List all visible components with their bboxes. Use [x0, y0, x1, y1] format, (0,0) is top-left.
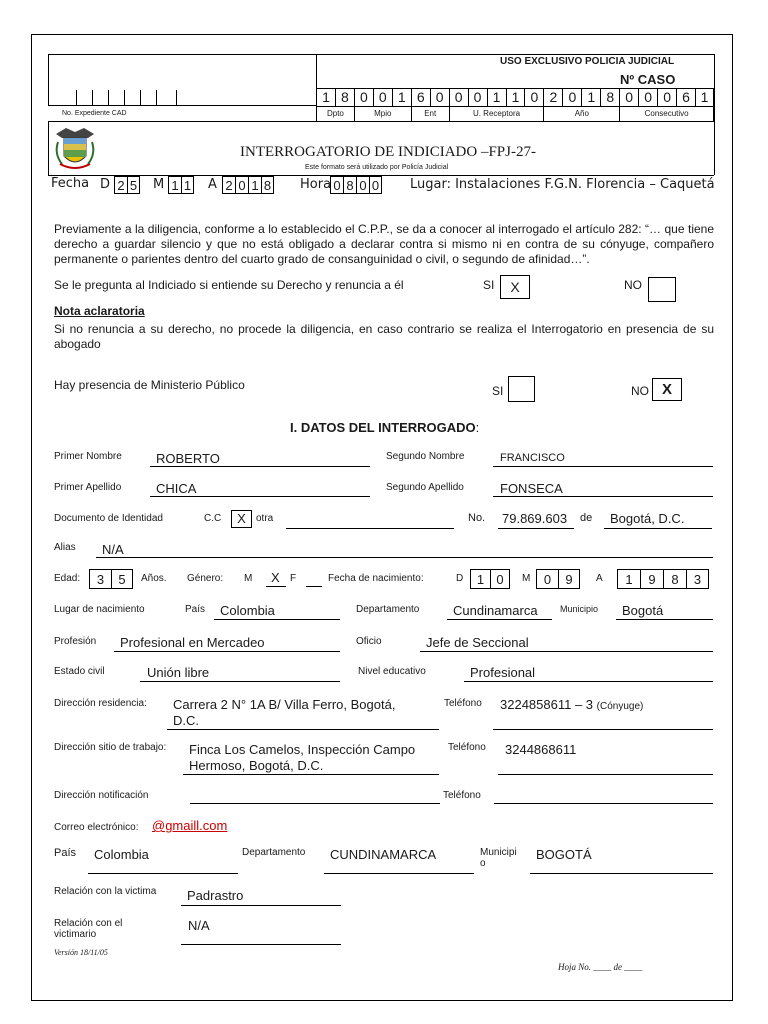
dir-trab-line2[interactable]: Hermoso, Bogotá, D.C.	[189, 758, 324, 773]
nac-month-cell: 9	[558, 569, 580, 589]
renuncia-si-label: SI	[483, 278, 495, 292]
case-digit-cell: 0	[619, 89, 638, 106]
pais2-value[interactable]: Colombia	[94, 847, 149, 862]
nac-m-label: M	[522, 573, 531, 584]
municipio2-value[interactable]: BOGOTÁ	[536, 847, 592, 862]
fecha-year-cell: 1	[248, 176, 261, 194]
lugar-nac-label: Lugar de nacimiento	[54, 604, 145, 615]
municipio2-label: Municipi o	[480, 847, 517, 869]
nac-a-label: A	[596, 573, 603, 584]
intro-paragraph: Previamente a la diligencia, conforme a lo establecido el C.P.P., se da a conocer al interrogado el artículo 282: “… que tiene derecho a guardar silencio y que no está obligado a declarar contra si mismo ni en contra de su cónyuge, compañero permanente o parientes dentro del cuarto grado de consanguinidad o civil, o segundo de afinidad…”.	[54, 222, 714, 266]
documento-de-label: de	[580, 512, 593, 524]
dir-trab-label: Dirección sitio de trabajo:	[54, 742, 167, 753]
renuncia-no-checkbox[interactable]	[648, 277, 676, 302]
hora-cell: 0	[369, 176, 382, 194]
municipio-nac-value[interactable]: Bogotá	[622, 603, 664, 618]
nac-month-cell: 0	[536, 569, 558, 589]
genero-m-label: M	[244, 573, 253, 584]
hora-cell: 8	[343, 176, 356, 194]
genero-f-label: F	[290, 573, 297, 584]
edad-cell: 3	[89, 569, 111, 589]
oficio-value[interactable]: Jefe de Seccional	[426, 635, 529, 650]
case-digit-cell: 8	[335, 89, 354, 106]
oficio-label: Oficio	[356, 636, 382, 647]
ministerio-no-checkbox[interactable]: X	[652, 378, 682, 401]
nota-title: Nota aclaratoria	[54, 304, 145, 318]
case-digit-cell: 1	[506, 89, 525, 106]
tel-trab-label: Teléfono	[448, 742, 486, 753]
case-column-label: Ent	[411, 107, 449, 121]
relacion-label: Relación con la victima	[54, 886, 157, 897]
no-caso-label: Nº CASO	[620, 72, 676, 87]
edad-cell: 5	[111, 569, 133, 589]
ministerio-text: Hay presencia de Ministerio Público	[54, 378, 245, 392]
nac-year-cell: 8	[663, 569, 686, 589]
relacion-vic-label: Relación con el victimario	[54, 918, 123, 940]
municipio-label: Municipio	[560, 604, 599, 614]
cc-checkbox[interactable]: X	[231, 510, 252, 528]
tel-not-label: Teléfono	[443, 790, 481, 801]
nac-day-cell: 1	[470, 569, 490, 589]
genero-x-mark[interactable]: X	[271, 570, 280, 585]
nac-year-cell: 9	[640, 569, 663, 589]
colombia-coat-of-arms-icon	[52, 124, 98, 174]
depto2-value[interactable]: CUNDINAMARCA	[330, 847, 437, 862]
otra-label: otra	[256, 513, 274, 524]
dir-res-line1[interactable]: Carrera 2 N° 1A B/ Villa Ferro, Bogotá,	[173, 697, 396, 712]
section-title: I. DATOS DEL INTERROGADO:	[290, 420, 480, 435]
renuncia-no-label: NO	[624, 278, 642, 292]
segundo-apellido-value[interactable]: FONSECA	[500, 481, 563, 496]
nac-year-cell: 3	[686, 569, 709, 589]
nac-d-label: D	[456, 573, 464, 584]
fecha-m-label: M	[153, 177, 165, 192]
fecha-day-cell: 2	[114, 176, 127, 194]
case-column-label: Mpio	[354, 107, 411, 121]
documento-label: Documento de Identidad	[54, 513, 163, 524]
ministerio-no-label: NO	[631, 384, 649, 398]
uso-exclusivo-label: USO EXCLUSIVO POLICIA JUDICIAL	[500, 56, 675, 67]
case-digit-cell: 1	[316, 89, 335, 106]
fecha-year-cell: 2	[222, 176, 235, 194]
fecha-label: Fecha	[51, 176, 90, 191]
ministerio-si-checkbox[interactable]	[508, 376, 535, 402]
case-digit-cell: 1	[695, 89, 714, 106]
nivel-value[interactable]: Profesional	[470, 665, 536, 680]
expediente-label: No. Expediente CAD	[62, 110, 127, 117]
profesion-value[interactable]: Profesional en Mercadeo	[120, 635, 265, 650]
depto-label: Departamento	[356, 604, 420, 615]
version-text: Versión 18/11/05	[54, 948, 108, 957]
dir-res-line2[interactable]: D.C.	[173, 713, 199, 728]
case-digit-cell: 0	[562, 89, 581, 106]
documento-no-value[interactable]: 79.869.603	[502, 511, 568, 526]
edad-label: Edad:	[54, 573, 81, 584]
correo-label: Correo electrónico:	[54, 822, 139, 833]
ministerio-si-label: SI	[492, 384, 504, 398]
nacimiento-label: Fecha de nacimiento:	[328, 573, 424, 584]
dir-trab-line1[interactable]: Finca Los Camelos, Inspección Campo	[189, 742, 416, 757]
primer-nombre-label: Primer Nombre	[54, 451, 122, 462]
cc-label: C.C	[204, 513, 222, 524]
case-digit-cell: 0	[430, 89, 449, 106]
case-digit-cell: 8	[600, 89, 619, 106]
tel-res-value[interactable]: 3224858611 – 3 (Cónyuge)	[500, 697, 644, 712]
form-subtitle: Este formato será utilizado por Policía Judicial	[305, 164, 449, 171]
alias-label: Alias	[54, 542, 76, 553]
nac-day-cell: 0	[490, 569, 510, 589]
case-digit-cell: 0	[468, 89, 487, 106]
dir-res-label: Dirección residencia:	[54, 698, 147, 709]
primer-nombre-value[interactable]: ROBERTO	[156, 451, 220, 466]
segundo-nombre-value[interactable]: FRANCISCO	[500, 452, 565, 464]
segundo-apellido-label: Segundo Apellido	[386, 482, 464, 493]
relacion-value[interactable]: Padrastro	[187, 888, 244, 903]
case-digit-cell: 2	[543, 89, 562, 106]
segundo-nombre-label: Segundo Nombre	[386, 451, 465, 462]
pais-nac-value[interactable]: Colombia	[220, 603, 275, 618]
case-digit-cell: 0	[449, 89, 468, 106]
hoja-text: Hoja No. ____ de ____	[558, 962, 643, 972]
case-digit-cell: 0	[354, 89, 373, 106]
case-digit-cell: 1	[487, 89, 506, 106]
estado-civil-value[interactable]: Unión libre	[147, 665, 210, 680]
fecha-a-label: A	[208, 177, 217, 192]
hora-cell: 0	[330, 176, 343, 194]
pregunta-text: Se le pregunta al Indiciado si entiende su Derecho y renuncia a él	[54, 278, 404, 292]
estado-civil-label: Estado civil	[54, 666, 105, 677]
form-title: INTERROGATORIO DE INDICIADO –FPJ-27-	[240, 144, 536, 160]
tel-res-label: Teléfono	[444, 698, 482, 709]
hora-cell: 0	[356, 176, 369, 194]
documento-de-value[interactable]: Bogotá, D.C.	[610, 511, 685, 526]
relacion-vic-value[interactable]: N/A	[188, 918, 210, 933]
nac-year-cell: 1	[617, 569, 640, 589]
profesion-label: Profesión	[54, 636, 97, 647]
depto-nac-value[interactable]: Cundinamarca	[453, 603, 538, 618]
primer-apellido-value[interactable]: CHICA	[156, 481, 197, 496]
fecha-d-label: D	[100, 177, 111, 192]
case-column-label: U. Receptora	[449, 107, 544, 121]
correo-value[interactable]: @gmaill.com	[152, 818, 228, 833]
case-digit-cell: 1	[392, 89, 411, 106]
dir-not-label: Dirección notificación	[54, 790, 149, 801]
pais-label: País	[185, 604, 206, 615]
fecha-day-cell: 5	[127, 176, 140, 194]
case-column-label: Consecutivo	[619, 107, 714, 121]
case-column-label: Dpto	[316, 107, 354, 121]
case-digit-cell: 0	[373, 89, 392, 106]
fecha-month-cell: 1	[168, 176, 181, 194]
case-digit-cell: 1	[581, 89, 600, 106]
genero-label: Género:	[187, 573, 224, 584]
case-digit-cell: 0	[657, 89, 676, 106]
nivel-label: Nivel educativo	[358, 666, 426, 677]
case-digit-cell: 6	[411, 89, 430, 106]
tel-trab-value[interactable]: 3244868611	[505, 742, 577, 757]
documento-no-label: No.	[468, 512, 486, 524]
anos-label: Años.	[141, 573, 167, 584]
depto2-label: Departamento	[242, 847, 306, 858]
primer-apellido-label: Primer Apellido	[54, 482, 122, 493]
hora-label: Hora	[300, 177, 332, 192]
case-digit-cell: 6	[676, 89, 695, 106]
nota-text: Si no renuncia a su derecho, no procede la diligencia, en caso contrario se realiza el Interrogatorio en presencia de su abogado	[54, 322, 714, 351]
fecha-month-cell: 1	[181, 176, 194, 194]
lugar-text: Lugar: Instalaciones F.G.N. Florencia – Caquetá	[410, 177, 715, 192]
case-digit-cell: 0	[524, 89, 543, 106]
fecha-year-cell: 0	[235, 176, 248, 194]
fecha-year-cell: 8	[261, 176, 274, 194]
case-digit-cell: 0	[638, 89, 657, 106]
alias-value[interactable]: N/A	[102, 542, 124, 557]
case-column-label: Año	[543, 107, 619, 121]
renuncia-si-checkbox[interactable]: X	[500, 275, 530, 299]
pais2-label: País	[54, 847, 77, 859]
